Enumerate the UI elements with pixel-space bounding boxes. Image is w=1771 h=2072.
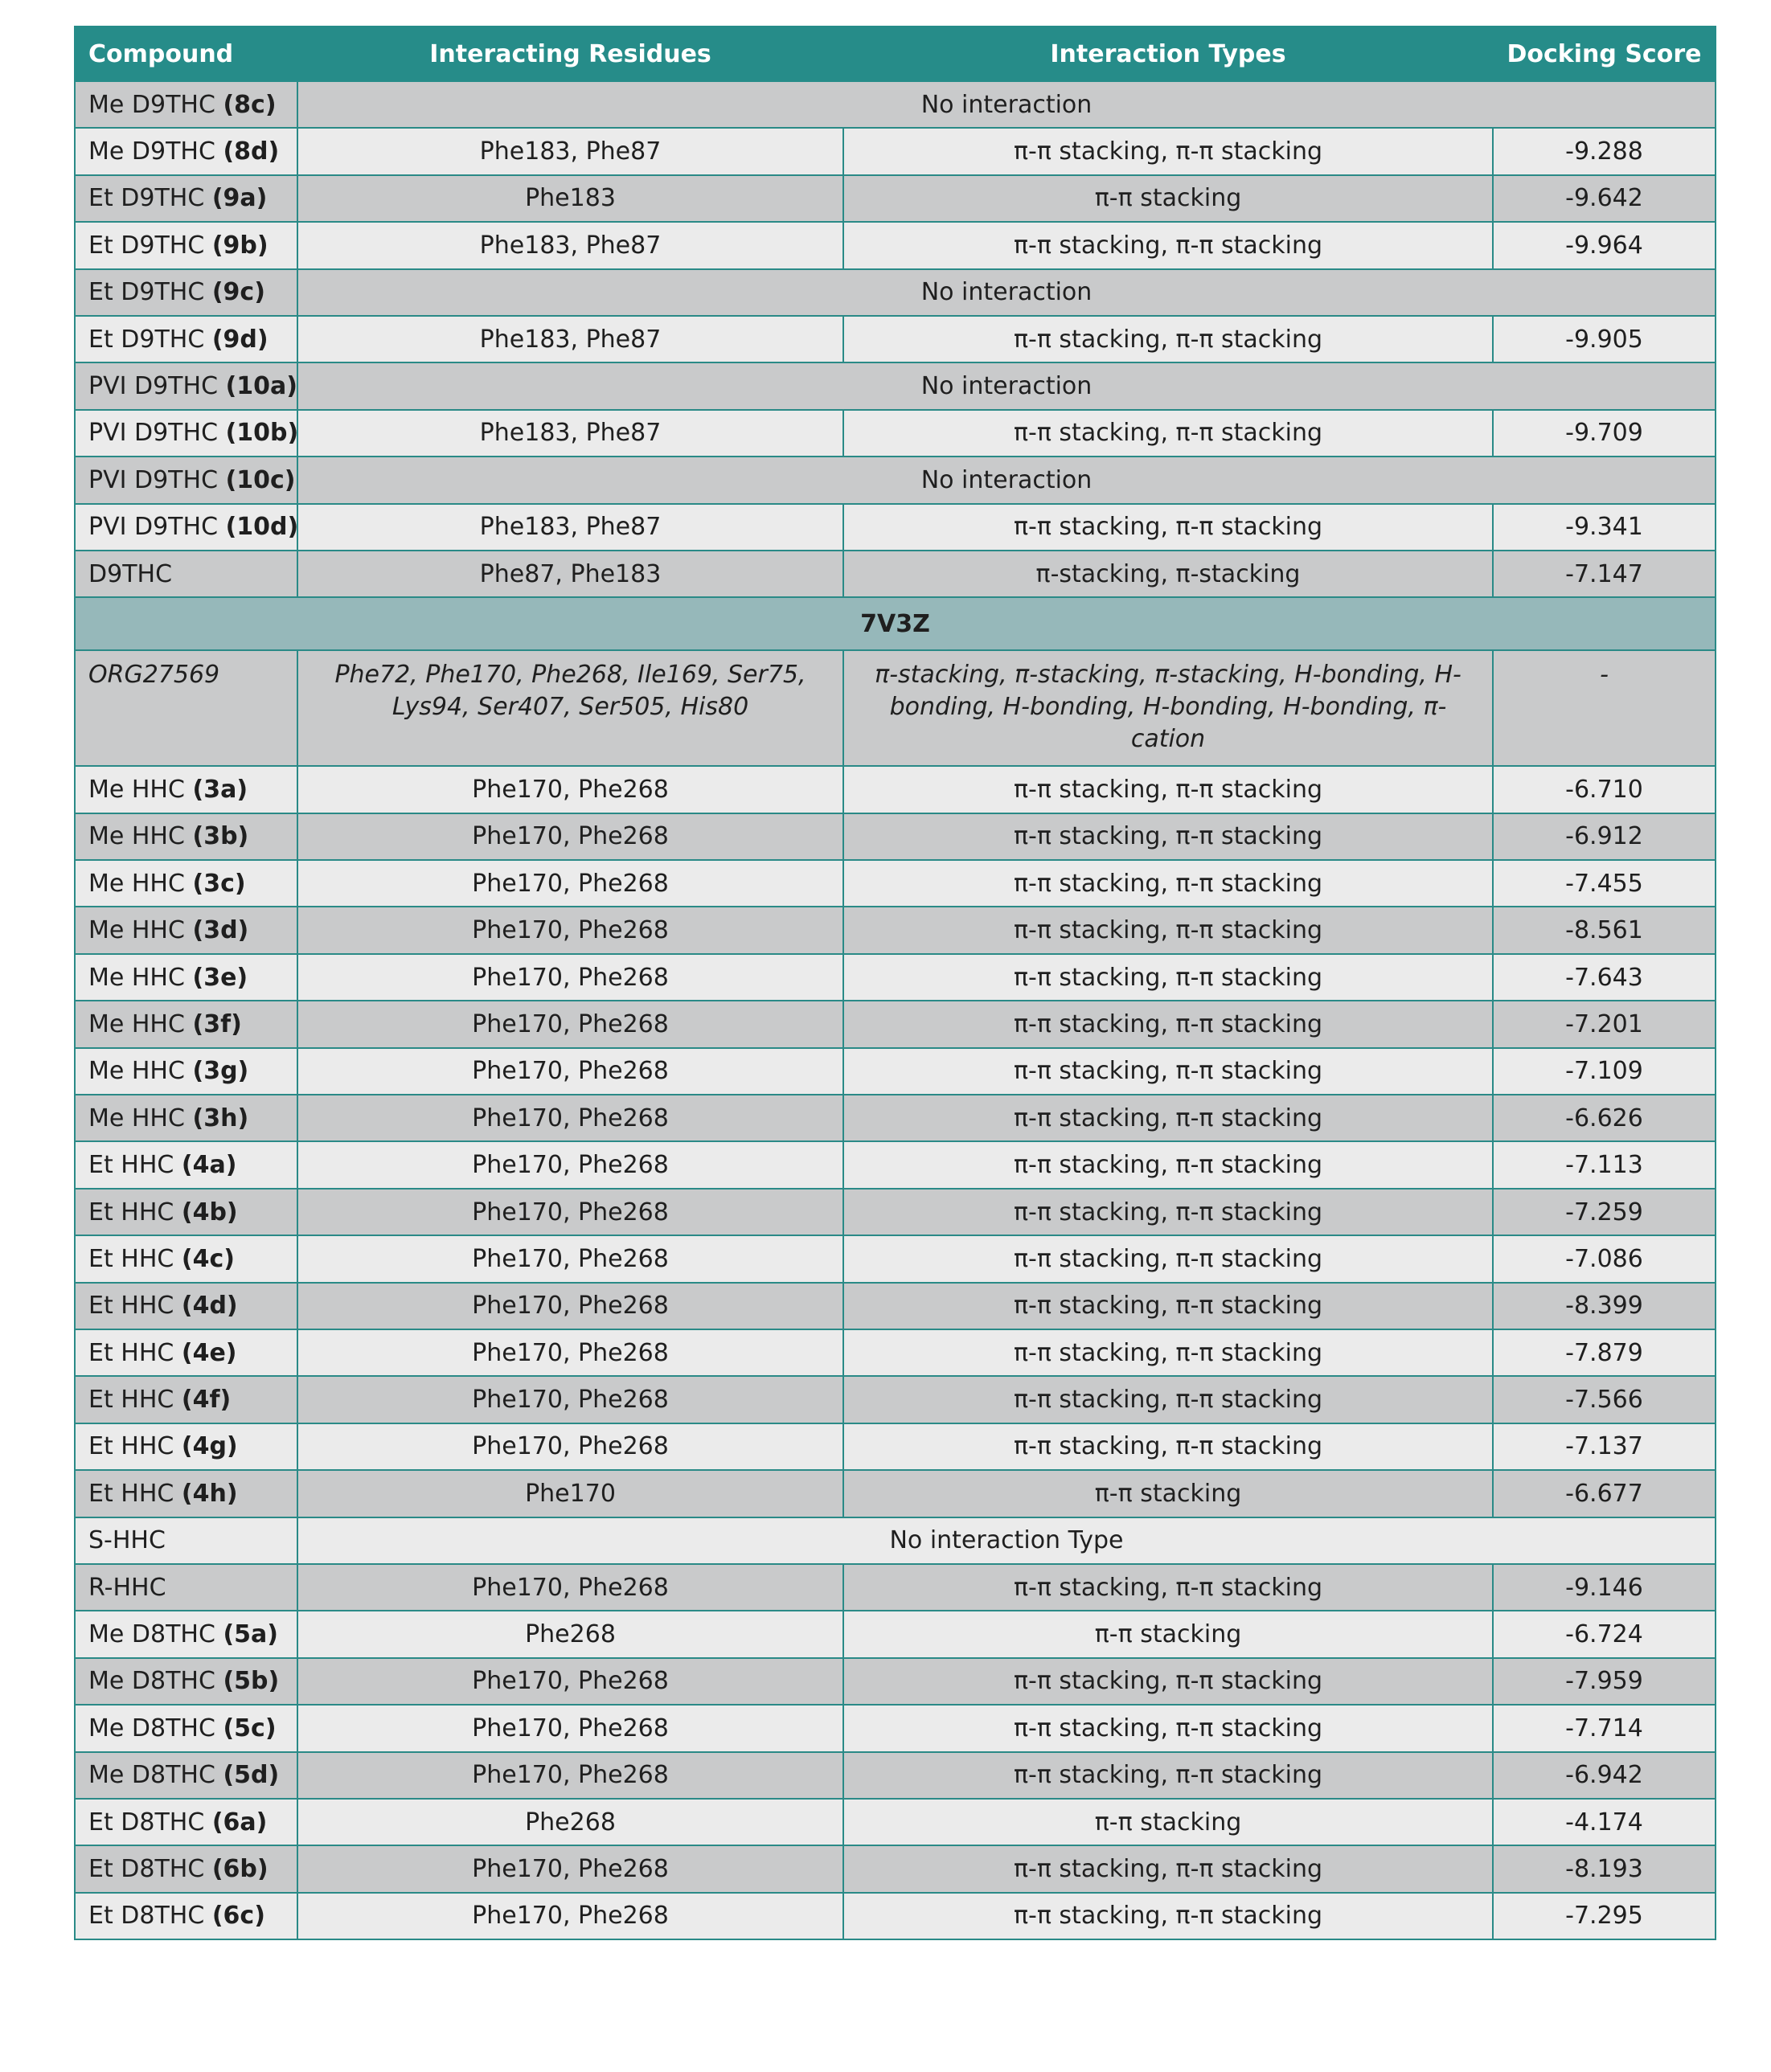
compound-id: (6b)	[211, 1854, 269, 1883]
compound-name: Me HHC	[88, 822, 185, 851]
table-row	[75, 1564, 1716, 1611]
compound-cell	[75, 954, 297, 1001]
section-row	[75, 597, 1716, 650]
compound-id: (10b)	[225, 419, 299, 448]
table-row	[75, 81, 1716, 128]
docking-score-cell: -6.710	[1493, 766, 1716, 813]
residues-cell: Phe183, Phe87	[297, 504, 843, 551]
compound-name: Me HHC	[88, 869, 185, 898]
interaction-types-cell: π-π stacking	[843, 175, 1493, 222]
compound-id: (4a)	[181, 1151, 237, 1180]
compound-name: PVI D9THC	[88, 419, 219, 448]
docking-score-cell: -7.113	[1493, 1141, 1716, 1188]
compound-id: (4e)	[181, 1338, 237, 1367]
compound-name: Et HHC	[88, 1244, 174, 1273]
table-row	[75, 1189, 1716, 1235]
compound-cell	[75, 1001, 297, 1047]
compound-name: D9THC	[88, 559, 173, 588]
compound-cell	[75, 1845, 297, 1892]
header-row	[75, 27, 1716, 81]
table-row	[75, 1048, 1716, 1095]
interaction-types-cell: π-π stacking, π-π stacking	[843, 222, 1493, 268]
residues-cell: Phe170, Phe268	[297, 1376, 843, 1423]
residues-cell: Phe170, Phe268	[297, 1095, 843, 1141]
residues-cell: Phe87, Phe183	[297, 551, 843, 597]
table-row	[75, 1235, 1716, 1282]
compound-cell	[75, 1095, 297, 1141]
compound-name: Et D8THC	[88, 1808, 205, 1837]
docking-score-cell: -7.086	[1493, 1235, 1716, 1282]
residues-cell: Phe183, Phe87	[297, 410, 843, 457]
header-interacting-residues: Interacting Residues	[297, 27, 843, 81]
residues-cell: Phe170, Phe268	[297, 1001, 843, 1047]
compound-id: (4f)	[181, 1386, 232, 1415]
table-body	[75, 81, 1716, 1939]
compound-id: (3e)	[192, 963, 248, 992]
residues-cell: Phe170, Phe268	[297, 1423, 843, 1470]
table-row	[75, 1611, 1716, 1657]
compound-id: (8d)	[223, 137, 280, 166]
residues-cell: Phe183, Phe87	[297, 128, 843, 174]
docking-score-cell: -7.147	[1493, 551, 1716, 597]
docking-score-cell: -7.959	[1493, 1658, 1716, 1705]
interaction-types-cell: π-π stacking, π-π stacking	[843, 1095, 1493, 1141]
docking-score-cell: -7.455	[1493, 860, 1716, 907]
compound-id: (4b)	[181, 1198, 238, 1226]
residues-cell: Phe170, Phe268	[297, 1752, 843, 1799]
residues-cell: Phe170, Phe268	[297, 766, 843, 813]
compound-name: R-HHC	[88, 1573, 166, 1602]
compound-name: Me D8THC	[88, 1761, 215, 1790]
docking-score-cell: -7.643	[1493, 954, 1716, 1001]
compound-cell	[75, 128, 297, 174]
table-row	[75, 128, 1716, 174]
compound-cell	[75, 1705, 297, 1751]
compound-name: Me D8THC	[88, 1620, 215, 1649]
residues-cell: Phe183, Phe87	[297, 316, 843, 362]
interaction-types-cell: π-π stacking, π-π stacking	[843, 1658, 1493, 1705]
compound-cell	[75, 650, 297, 766]
table-row	[75, 1658, 1716, 1705]
compound-name: Me HHC	[88, 916, 185, 945]
section-label: 7V3Z	[75, 597, 1716, 650]
interaction-types-cell: π-π stacking, π-π stacking	[843, 1141, 1493, 1188]
residues-cell: Phe170, Phe268	[297, 954, 843, 1001]
docking-score-cell: -7.879	[1493, 1329, 1716, 1376]
compound-cell	[75, 410, 297, 457]
interaction-types-cell: π-π stacking, π-π stacking	[843, 813, 1493, 860]
table-row	[75, 766, 1716, 813]
compound-cell	[75, 1329, 297, 1376]
docking-score-cell: -9.146	[1493, 1564, 1716, 1611]
compound-id: (9a)	[211, 184, 268, 213]
table-row	[75, 1001, 1716, 1047]
compound-id: (8c)	[223, 90, 277, 119]
compound-cell	[75, 907, 297, 953]
table-row	[75, 1141, 1716, 1188]
interaction-types-cell: π-π stacking, π-π stacking	[843, 128, 1493, 174]
compound-name: Me D9THC	[88, 137, 215, 166]
docking-score-cell: -9.709	[1493, 410, 1716, 457]
table-row	[75, 1470, 1716, 1517]
compound-cell	[75, 1423, 297, 1470]
header-docking-score: Docking Score	[1493, 27, 1716, 81]
compound-cell	[75, 175, 297, 222]
residues-cell: Phe170, Phe268	[297, 1564, 843, 1611]
residues-cell: Phe183, Phe87	[297, 222, 843, 268]
compound-name: Me HHC	[88, 775, 185, 804]
compound-name: S-HHC	[88, 1526, 166, 1555]
compound-name: Me D8THC	[88, 1667, 215, 1696]
table-row	[75, 813, 1716, 860]
residues-cell: Phe170, Phe268	[297, 1235, 843, 1282]
residues-cell: Phe170, Phe268	[297, 1705, 843, 1751]
docking-score-cell: -7.137	[1493, 1423, 1716, 1470]
table-row	[75, 1705, 1716, 1751]
table-row	[75, 551, 1716, 597]
compound-cell	[75, 1376, 297, 1423]
compound-name: Et D9THC	[88, 325, 205, 354]
compound-cell	[75, 1048, 297, 1095]
compound-name: Me HHC	[88, 1104, 185, 1132]
compound-id: (3c)	[192, 869, 246, 898]
docking-score-cell: -7.295	[1493, 1893, 1716, 1939]
compound-name: Et HHC	[88, 1386, 174, 1415]
compound-name: PVI D9THC	[88, 372, 219, 401]
residues-cell: Phe170, Phe268	[297, 813, 843, 860]
interaction-types-cell: π-stacking, π-stacking	[843, 551, 1493, 597]
table-row	[75, 175, 1716, 222]
compound-id: (5b)	[223, 1667, 280, 1696]
compound-cell	[75, 1893, 297, 1939]
interaction-types-cell: π-π stacking, π-π stacking	[843, 1235, 1493, 1282]
table-row	[75, 860, 1716, 907]
table-row	[75, 504, 1716, 551]
compound-id: (4d)	[181, 1292, 238, 1321]
docking-score-cell: -6.724	[1493, 1611, 1716, 1657]
residues-cell: Phe170, Phe268	[297, 1048, 843, 1095]
docking-score-cell: -6.677	[1493, 1470, 1716, 1517]
interaction-types-cell: π-π stacking, π-π stacking	[843, 954, 1493, 1001]
docking-score-cell: -9.964	[1493, 222, 1716, 268]
compound-id: (9c)	[211, 278, 265, 307]
compound-id: (6c)	[211, 1902, 265, 1931]
docking-score-cell: -8.193	[1493, 1845, 1716, 1892]
compound-cell	[75, 1189, 297, 1235]
interaction-types-cell: π-π stacking, π-π stacking	[843, 410, 1493, 457]
compound-cell	[75, 813, 297, 860]
table-row	[75, 1517, 1716, 1564]
compound-cell	[75, 316, 297, 362]
interaction-types-cell: π-π stacking, π-π stacking	[843, 1001, 1493, 1047]
compound-id: (10c)	[225, 465, 296, 494]
residues-cell: Phe183	[297, 175, 843, 222]
compound-id: (10d)	[225, 513, 299, 542]
compound-id: (4g)	[181, 1432, 238, 1461]
compound-id: (5c)	[223, 1714, 277, 1742]
compound-cell	[75, 1658, 297, 1705]
compound-name: ORG27569	[88, 661, 220, 690]
compound-cell	[75, 81, 297, 128]
compound-id: (6a)	[211, 1808, 268, 1837]
compound-cell	[75, 1470, 297, 1517]
compound-id: (3b)	[192, 822, 249, 851]
interaction-types-cell: π-π stacking	[843, 1470, 1493, 1517]
compound-cell	[75, 551, 297, 597]
table-row	[75, 1376, 1716, 1423]
interaction-types-cell: π-π stacking, π-π stacking	[843, 1283, 1493, 1329]
compound-name: Me D9THC	[88, 90, 215, 119]
docking-score-cell: -9.341	[1493, 504, 1716, 551]
compound-cell	[75, 457, 297, 503]
docking-score-cell: -7.566	[1493, 1376, 1716, 1423]
compound-id: (5d)	[223, 1761, 280, 1790]
compound-cell	[75, 1752, 297, 1799]
interaction-types-cell: π-π stacking, π-π stacking	[843, 1376, 1493, 1423]
compound-name: Me HHC	[88, 1057, 185, 1086]
interaction-types-cell: π-π stacking	[843, 1799, 1493, 1845]
compound-id: (10a)	[225, 372, 297, 401]
residues-cell: Phe170, Phe268	[297, 860, 843, 907]
compound-id: (3a)	[192, 775, 248, 804]
compound-id: (4c)	[181, 1244, 235, 1273]
docking-table	[74, 26, 1716, 1940]
docking-score-cell: -6.942	[1493, 1752, 1716, 1799]
interaction-types-cell: π-π stacking, π-π stacking	[843, 1564, 1493, 1611]
docking-score-cell: -9.905	[1493, 316, 1716, 362]
compound-name: Et D9THC	[88, 184, 205, 213]
compound-cell	[75, 860, 297, 907]
interaction-types-cell: π-π stacking, π-π stacking	[843, 766, 1493, 813]
compound-cell	[75, 222, 297, 268]
no-interaction-cell: No interaction	[297, 362, 1716, 409]
compound-name: Et HHC	[88, 1292, 174, 1321]
table-row	[75, 954, 1716, 1001]
table-row	[75, 410, 1716, 457]
compound-id: (3h)	[192, 1104, 249, 1132]
header-compound: Compound	[75, 27, 297, 81]
interaction-types-cell: π-π stacking, π-π stacking	[843, 1189, 1493, 1235]
table-row	[75, 1423, 1716, 1470]
interaction-types-cell: π-π stacking, π-π stacking	[843, 1705, 1493, 1751]
compound-name: PVI D9THC	[88, 513, 219, 542]
compound-id: (4h)	[181, 1479, 238, 1508]
table-row	[75, 457, 1716, 503]
docking-score-cell: -9.642	[1493, 175, 1716, 222]
residues-cell: Phe170, Phe268	[297, 1189, 843, 1235]
compound-name: Et D8THC	[88, 1902, 205, 1931]
interaction-types-cell: π-π stacking, π-π stacking	[843, 504, 1493, 551]
compound-name: Et HHC	[88, 1338, 174, 1367]
compound-name: PVI D9THC	[88, 465, 219, 494]
interaction-types-cell: π-π stacking, π-π stacking	[843, 1048, 1493, 1095]
table-row	[75, 1752, 1716, 1799]
compound-cell	[75, 362, 297, 409]
header-interaction-types: Interaction Types	[843, 27, 1493, 81]
table-row	[75, 1845, 1716, 1892]
docking-score-cell: -9.288	[1493, 128, 1716, 174]
compound-id: (5a)	[223, 1620, 278, 1649]
docking-score-cell: -7.259	[1493, 1189, 1716, 1235]
docking-score-cell: -	[1493, 650, 1716, 766]
residues-cell: Phe72, Phe170, Phe268, Ile169, Ser75, Lys94, Ser407, Ser505, His80	[297, 650, 843, 766]
no-interaction-cell: No interaction	[297, 457, 1716, 503]
table-row	[75, 907, 1716, 953]
interaction-types-cell: π-π stacking, π-π stacking	[843, 1423, 1493, 1470]
interaction-types-cell: π-π stacking, π-π stacking	[843, 1752, 1493, 1799]
compound-cell	[75, 1564, 297, 1611]
residues-cell: Phe268	[297, 1611, 843, 1657]
docking-score-cell: -6.912	[1493, 813, 1716, 860]
compound-name: Et D9THC	[88, 231, 205, 260]
docking-score-cell: -4.174	[1493, 1799, 1716, 1845]
residues-cell: Phe170, Phe268	[297, 907, 843, 953]
compound-id: (3g)	[192, 1057, 249, 1086]
compound-name: Me D8THC	[88, 1714, 215, 1742]
interaction-types-cell: π-stacking, π-stacking, π-stacking, H-bonding, H-bonding, H-bonding, H-bonding, H-bonding, π-cation	[843, 650, 1493, 766]
docking-score-cell: -7.109	[1493, 1048, 1716, 1095]
compound-name: Et HHC	[88, 1432, 174, 1461]
compound-cell	[75, 1283, 297, 1329]
no-interaction-cell: No interaction	[297, 81, 1716, 128]
docking-score-cell: -7.714	[1493, 1705, 1716, 1751]
residues-cell: Phe268	[297, 1799, 843, 1845]
table-row	[75, 650, 1716, 766]
compound-cell	[75, 504, 297, 551]
table-row	[75, 1799, 1716, 1845]
interaction-types-cell: π-π stacking, π-π stacking	[843, 907, 1493, 953]
compound-name: Et D8THC	[88, 1854, 205, 1883]
interaction-types-cell: π-π stacking, π-π stacking	[843, 316, 1493, 362]
compound-id: (9d)	[211, 325, 269, 354]
compound-cell	[75, 766, 297, 813]
compound-cell	[75, 1799, 297, 1845]
no-interaction-cell: No interaction	[297, 269, 1716, 316]
residues-cell: Phe170, Phe268	[297, 1283, 843, 1329]
residues-cell: Phe170, Phe268	[297, 1658, 843, 1705]
compound-name: Et HHC	[88, 1479, 174, 1508]
compound-id: (9b)	[211, 231, 269, 260]
residues-cell: Phe170, Phe268	[297, 1845, 843, 1892]
compound-id: (3d)	[192, 916, 249, 945]
docking-score-cell: -8.399	[1493, 1283, 1716, 1329]
table-row	[75, 269, 1716, 316]
interaction-types-cell: π-π stacking, π-π stacking	[843, 1329, 1493, 1376]
compound-cell	[75, 1517, 297, 1564]
compound-name: Et HHC	[88, 1151, 174, 1180]
interaction-types-cell: π-π stacking, π-π stacking	[843, 1845, 1493, 1892]
compound-id: (3f)	[192, 1009, 242, 1038]
interaction-types-cell: π-π stacking	[843, 1611, 1493, 1657]
residues-cell: Phe170, Phe268	[297, 1893, 843, 1939]
docking-score-cell: -8.561	[1493, 907, 1716, 953]
table-row	[75, 1329, 1716, 1376]
residues-cell: Phe170, Phe268	[297, 1141, 843, 1188]
residues-cell: Phe170, Phe268	[297, 1329, 843, 1376]
table-row	[75, 1095, 1716, 1141]
compound-cell	[75, 1611, 297, 1657]
interaction-types-cell: π-π stacking, π-π stacking	[843, 860, 1493, 907]
docking-score-cell: -6.626	[1493, 1095, 1716, 1141]
compound-cell	[75, 1141, 297, 1188]
compound-name: Et D9THC	[88, 278, 205, 307]
residues-cell: Phe170	[297, 1470, 843, 1517]
compound-name: Et HHC	[88, 1198, 174, 1226]
compound-name: Me HHC	[88, 963, 185, 992]
docking-score-cell: -7.201	[1493, 1001, 1716, 1047]
table-row	[75, 1283, 1716, 1329]
table-row	[75, 222, 1716, 268]
no-interaction-cell: No interaction Type	[297, 1517, 1716, 1564]
interaction-types-cell: π-π stacking, π-π stacking	[843, 1893, 1493, 1939]
compound-cell	[75, 1235, 297, 1282]
table-row	[75, 362, 1716, 409]
compound-name: Me HHC	[88, 1009, 185, 1038]
table-row	[75, 1893, 1716, 1939]
compound-cell	[75, 269, 297, 316]
table-row	[75, 316, 1716, 362]
